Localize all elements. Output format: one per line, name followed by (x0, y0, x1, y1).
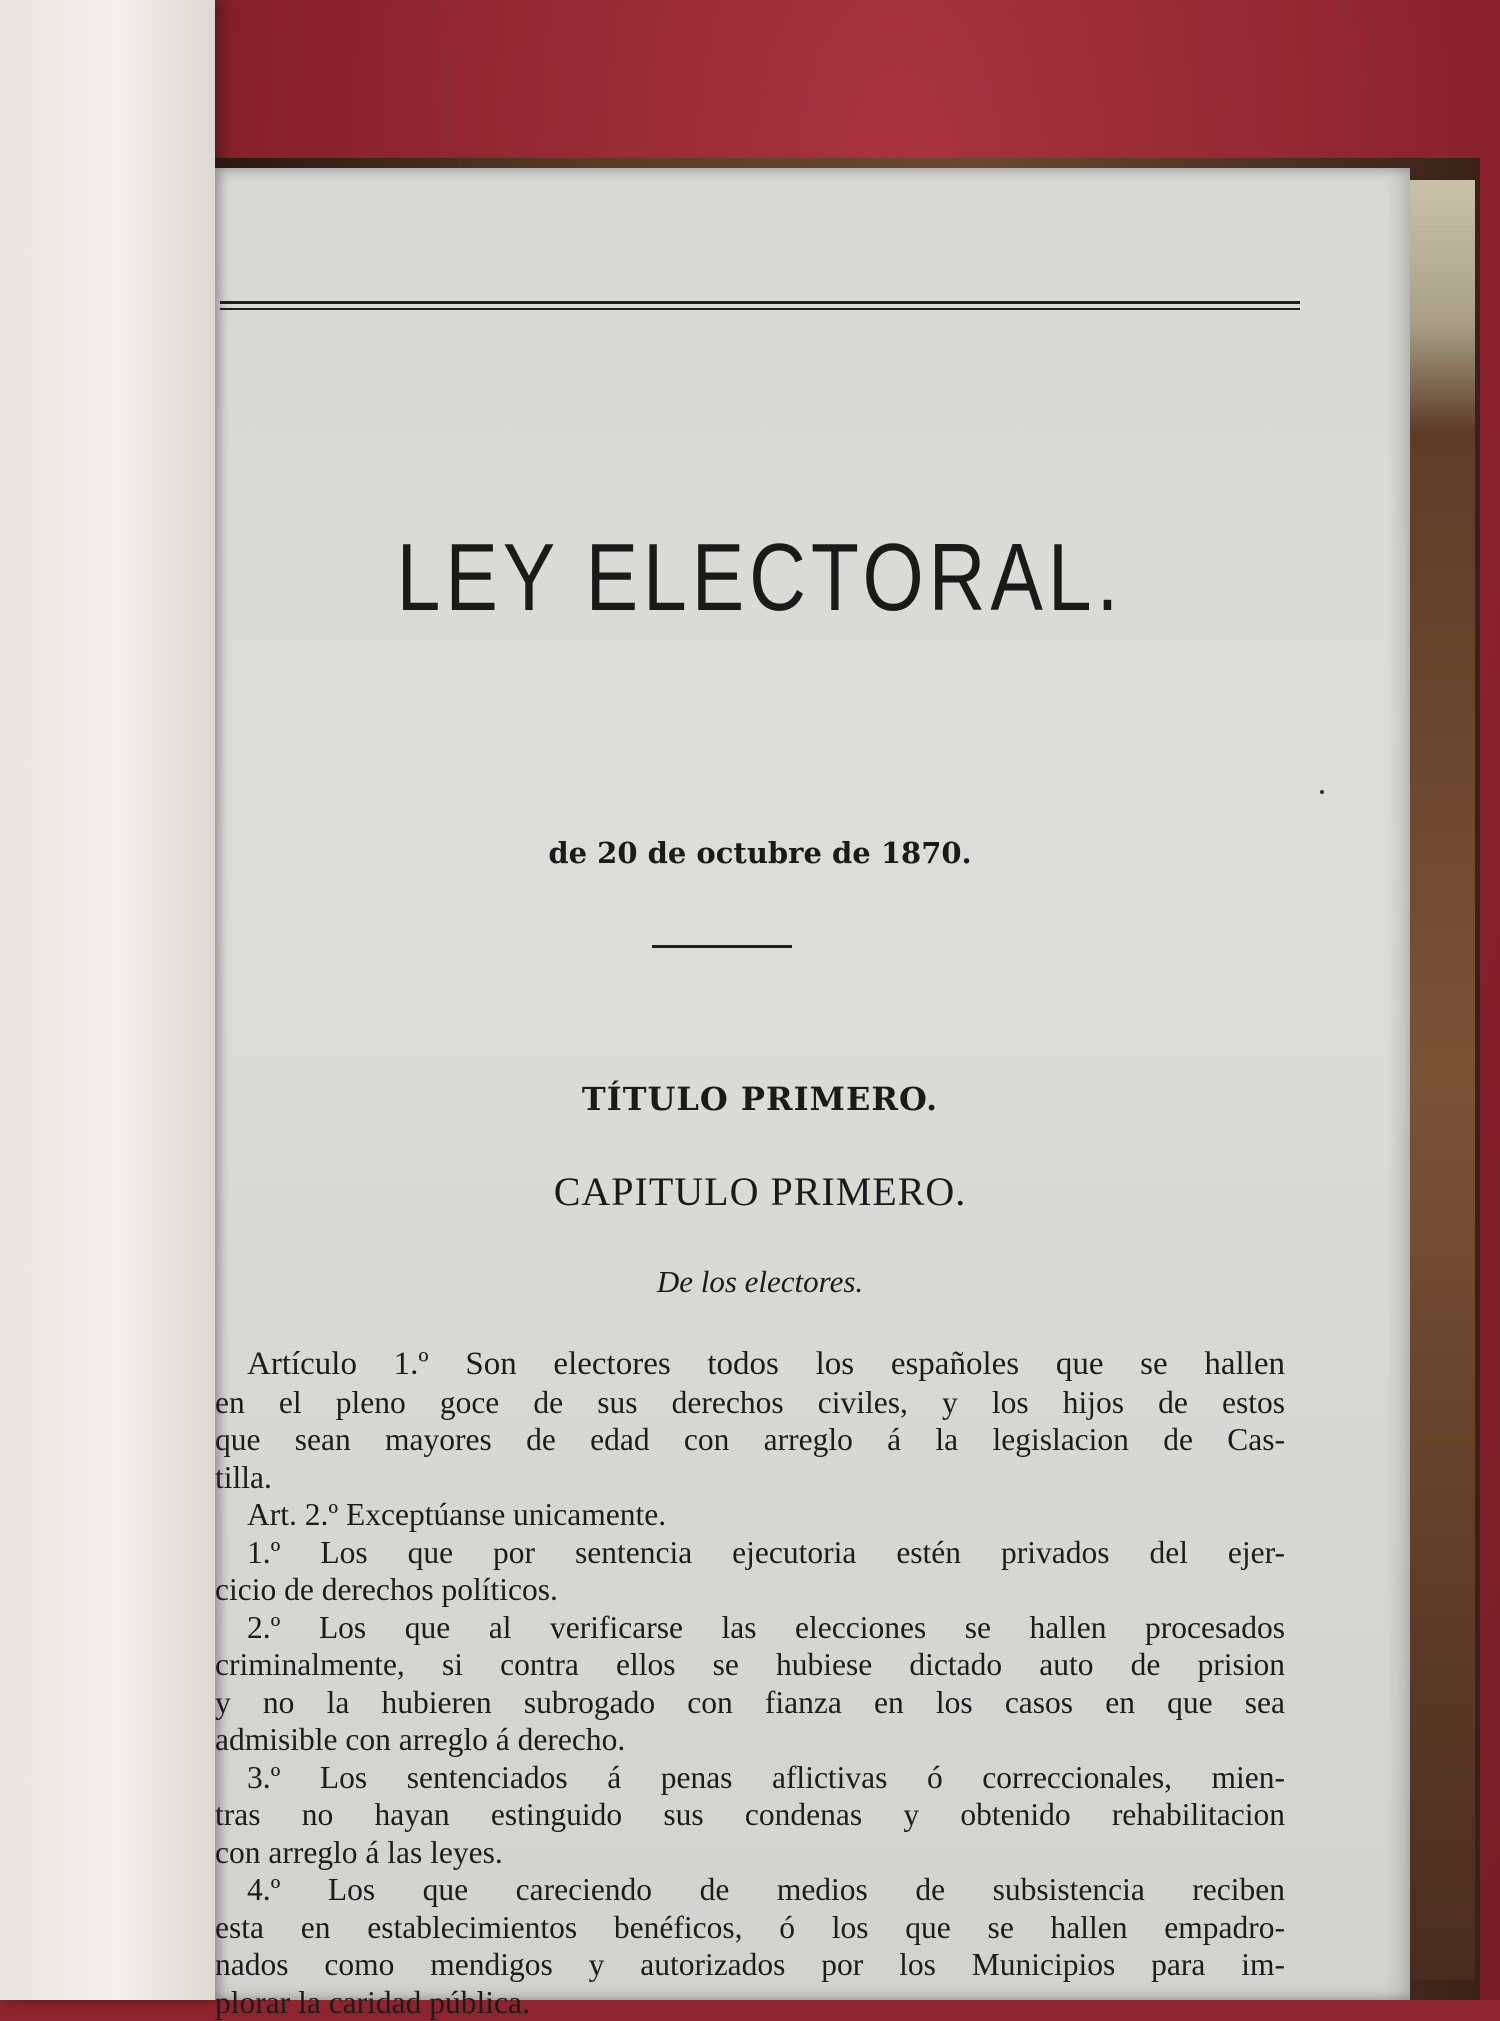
double-rule-top (220, 301, 1300, 310)
left-blank-page (0, 0, 215, 2000)
text-line: y no la hubieren subrogado con fianza en los casos en que sea (215, 1684, 1285, 1722)
text-line: 4.º Los que careciendo de medios de subsistencia reciben (215, 1871, 1285, 1909)
article-text (215, 1346, 1285, 2021)
printed-page (215, 168, 1410, 2000)
text-line: criminalmente, si contra ellos se hubiese dictado auto de prision (215, 1646, 1285, 1684)
document-title: LEY ELECTORAL. (313, 523, 1207, 633)
text-line: tilla. (215, 1459, 1285, 1497)
capitulo-heading: CAPITULO PRIMERO. (215, 1168, 1305, 1215)
text-line: admisible con arreglo á derecho. (215, 1721, 1285, 1759)
document-subtitle: de 20 de octubre de 1870. (215, 836, 1305, 870)
text-line: Artículo 1.º Son electores todos los españoles que se hallen (215, 1346, 1285, 1384)
text-line: que sean mayores de edad con arreglo á la legislacion de Cas- (215, 1421, 1285, 1459)
text-line: con arreglo á las leyes. (215, 1834, 1285, 1872)
text-line: esta en establecimientos benéficos, ó los que se hallen empadro- (215, 1909, 1285, 1947)
text-line: 1.º Los que por sentencia ejecutoria estén privados del ejer- (215, 1534, 1285, 1572)
text-line: 3.º Los sentenciados á penas aflictivas ó correccionales, mien- (215, 1759, 1285, 1797)
text-line: Art. 2.º Exceptúanse unicamente. (215, 1496, 1285, 1534)
text-line: cicio de derechos políticos. (215, 1571, 1285, 1609)
section-heading: De los electores. (215, 1264, 1305, 1300)
titulo-heading: TÍTULO PRIMERO. (215, 1080, 1305, 1118)
text-line: en el pleno goce de sus derechos civiles, y los hijos de estos (215, 1384, 1285, 1422)
text-line: plorar la caridad pública. (215, 1984, 1285, 2021)
text-line: 2.º Los que al verificarse las elecciones se hallen procesados (215, 1609, 1285, 1647)
dust-speck (1320, 790, 1324, 794)
text-line: tras no hayan estinguido sus condenas y obtenido rehabilitacion (215, 1796, 1285, 1834)
text-line: nados como mendigos y autorizados por los Municipios para im- (215, 1946, 1285, 1984)
short-divider-rule (652, 945, 792, 948)
